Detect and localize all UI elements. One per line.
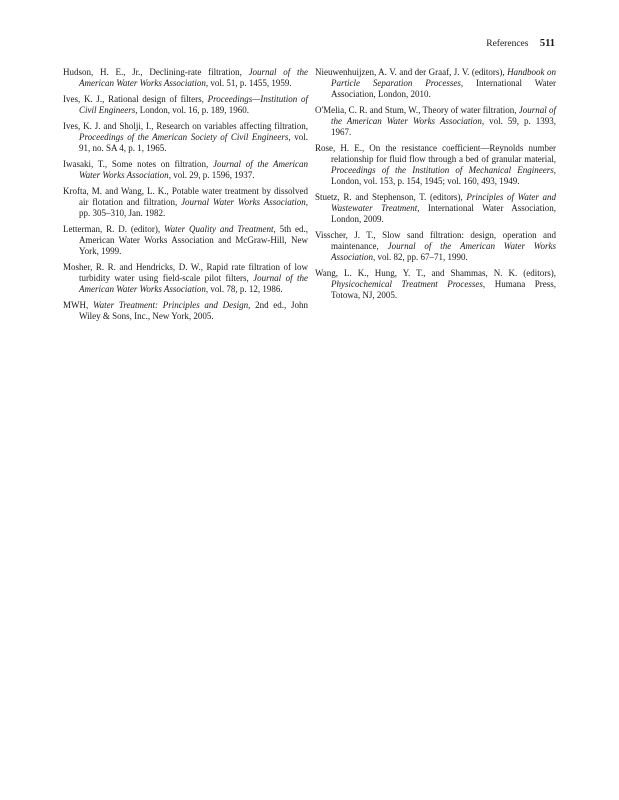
- reference-entry: Krofta, M. and Wang, L. K., Potable water treatment by dissolved air flotation and filtration, Journal Water Works Association, pp. 305–310, Jan. 1982.: [63, 186, 308, 218]
- reference-entry: Rose, H. E., On the resistance coefficient—Reynolds number relationship for fluid flow through a bed of granular material, Proceedings of the Institution of Mechanical Engineers, London, vol. 153, p. 154, 1945; vol. 160, 493, 1949.: [315, 143, 556, 186]
- reference-entry: Iwasaki, T., Some notes on filtration, Journal of the American Water Works Association, vol. 29, p. 1596, 1937.: [63, 159, 308, 180]
- reference-entry: O'Melia, C. R. and Stum, W., Theory of water filtration, Journal of the American Water Works Association, vol. 59, p. 1393, 1967.: [315, 105, 557, 137]
- reference-entry: Letterman, R. D. (editor), Water Quality and Treatment, 5th ed., American Water Works Association and McGraw-Hill, New York, 1999.: [63, 224, 308, 256]
- references-column-right: [315, 67, 556, 306]
- reference-entry: Mosher, R. R. and Hendricks, D. W., Rapid rate filtration of low turbidity water using field-scale pilot filters, Journal of the American Water Works Association, vol. 78, p. 12, 1986.: [63, 262, 308, 294]
- reference-entry: Hudson, H. E., Jr., Declining-rate filtration, Journal of the American Water Works Association, vol. 51, p. 1455, 1959.: [63, 67, 309, 88]
- reference-entry: Ives, K. J., Rational design of filters, Proceedings—Institution of Civil Engineers, London, vol. 16, p. 189, 1960.: [63, 94, 308, 115]
- reference-entry: Stuetz, R. and Stephenson, T. (editors), Principles of Water and Wastewater Treatment, International Water Association, London, 2009.: [315, 192, 556, 224]
- section-title: References: [486, 39, 529, 49]
- reference-entry: Wang, L. K., Hung, Y. T., and Shammas, N. K. (editors), Physicochemical Treatment Processes, Humana Press, Totowa, NJ, 2005.: [315, 268, 556, 300]
- reference-entry: Nieuwenhuijzen, A. V. and der Graaf, J. V. (editors), Handbook on Particle Separation Processes, International Water Association, London, 2010.: [315, 67, 557, 99]
- running-header: [486, 38, 555, 49]
- page-number: 511: [539, 38, 555, 49]
- reference-entry: MWH, Water Treatment: Principles and Design, 2nd ed., John Wiley & Sons, Inc., New York, 2005.: [63, 300, 309, 321]
- references-column-left: [63, 67, 308, 327]
- reference-entry: Visscher, J. T., Slow sand filtration: design, operation and maintenance, Journal of the American Water Works Association, vol. 82, pp. 67–71, 1990.: [315, 230, 556, 262]
- reference-entry: Ives, K. J. and Sholji, I., Research on variables affecting filtration, Proceedings of the American Society of Civil Engineers, vol. 91, no. SA 4, p. 1, 1965.: [63, 121, 308, 153]
